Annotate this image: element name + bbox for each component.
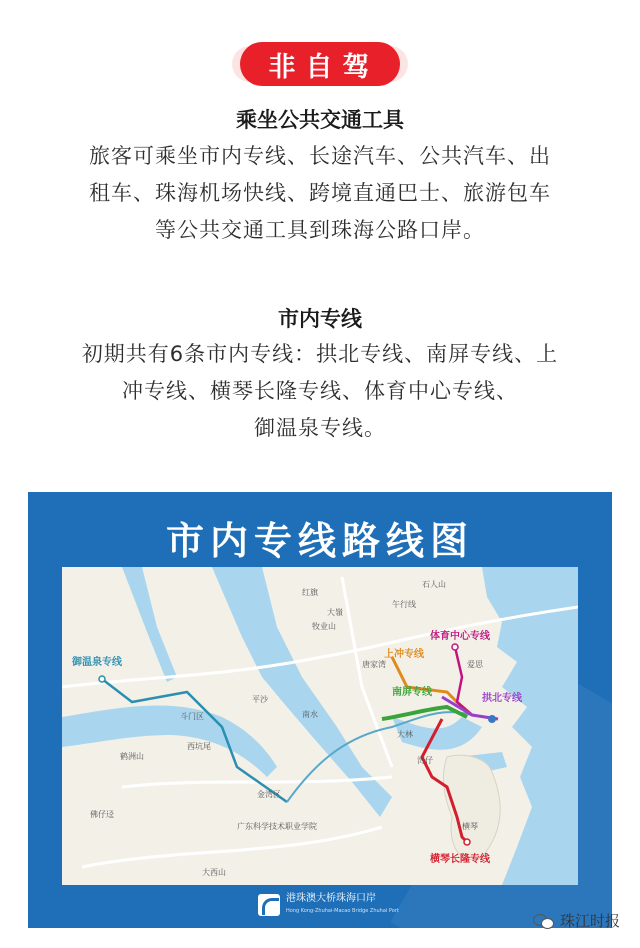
place-label: 午行线 [392,600,416,609]
wechat-icon [533,912,555,930]
paragraph-line: 等公共交通工具到珠海公路口岸。 [155,218,485,242]
route-label-hengqin: 横琴长隆专线 [430,854,490,865]
place-label: 石人山 [422,580,446,589]
place-label: 鹤洲山 [120,752,144,761]
place-label: 唐家湾 [362,660,386,669]
place-label: 大林 [397,730,413,739]
public-transport-paragraph [40,138,600,249]
route-label-shangchong: 上冲专线 [384,649,424,660]
route-endpoint [488,715,496,723]
route-endpoint [99,676,105,682]
paragraph-line: 旅客可乘坐市内专线、长途汽车、公共汽车、出 [89,144,551,168]
port-name [286,893,399,917]
watermark [533,910,620,931]
paragraph-line: 御温泉专线。 [254,416,386,440]
watermark-text: 珠江时报 [559,912,620,930]
place-label: 斗门区 [180,712,204,721]
place-label: 广东科学技术职业学院 [237,822,317,831]
route-label-yuwenquan: 御温泉专线 [72,657,122,668]
port-logo-icon [258,894,280,916]
section-title-city-lines: 市内专线 [278,307,362,331]
paragraph-line: 冲专线、横琴长隆专线、体育中心专线、 [122,379,518,403]
place-label: 横琴 [462,822,478,831]
route-label-gongbei: 拱北专线 [482,693,522,704]
route-label-nanping: 南屏专线 [392,687,432,698]
place-label: 红旗 [302,588,318,597]
place-label: 佛仔迳 [90,810,114,819]
place-label: 爱思 [467,660,483,669]
route-endpoint [452,644,458,650]
place-label: 湾仔 [417,756,433,765]
place-label: 牧业山 [312,622,336,631]
place-label: 南水 [302,710,318,719]
port-name-cn: 港珠澳大桥珠海口岸 [286,893,376,904]
place-label: 平沙 [252,695,268,704]
city-lines-paragraph [40,336,600,447]
section-title-public-transport: 乘坐公共交通工具 [236,108,404,132]
section-badge: 非自驾 [240,42,400,86]
place-label: 大嶺 [327,608,343,617]
route-label-tiyuzhongxin: 体育中心专线 [430,631,490,642]
map-footer-logo [258,890,399,920]
paragraph-line: 租车、珠海机场快线、跨境直通巴士、旅游包车 [89,181,551,205]
route-map [62,567,578,885]
port-name-en: Hong Kong-Zhuhai-Macao Bridge Zhuhai Port [286,908,399,914]
paragraph-line: 初期共有6条市内专线：拱北专线、南屏专线、上 [81,342,559,366]
map-title: 市内专线路线图 [165,519,474,563]
place-label: 金湾区 [257,790,281,799]
route-map-panel [28,492,612,928]
route-endpoint [464,839,470,845]
place-label: 西坑尾 [187,742,211,751]
place-label: 大西山 [202,868,226,877]
